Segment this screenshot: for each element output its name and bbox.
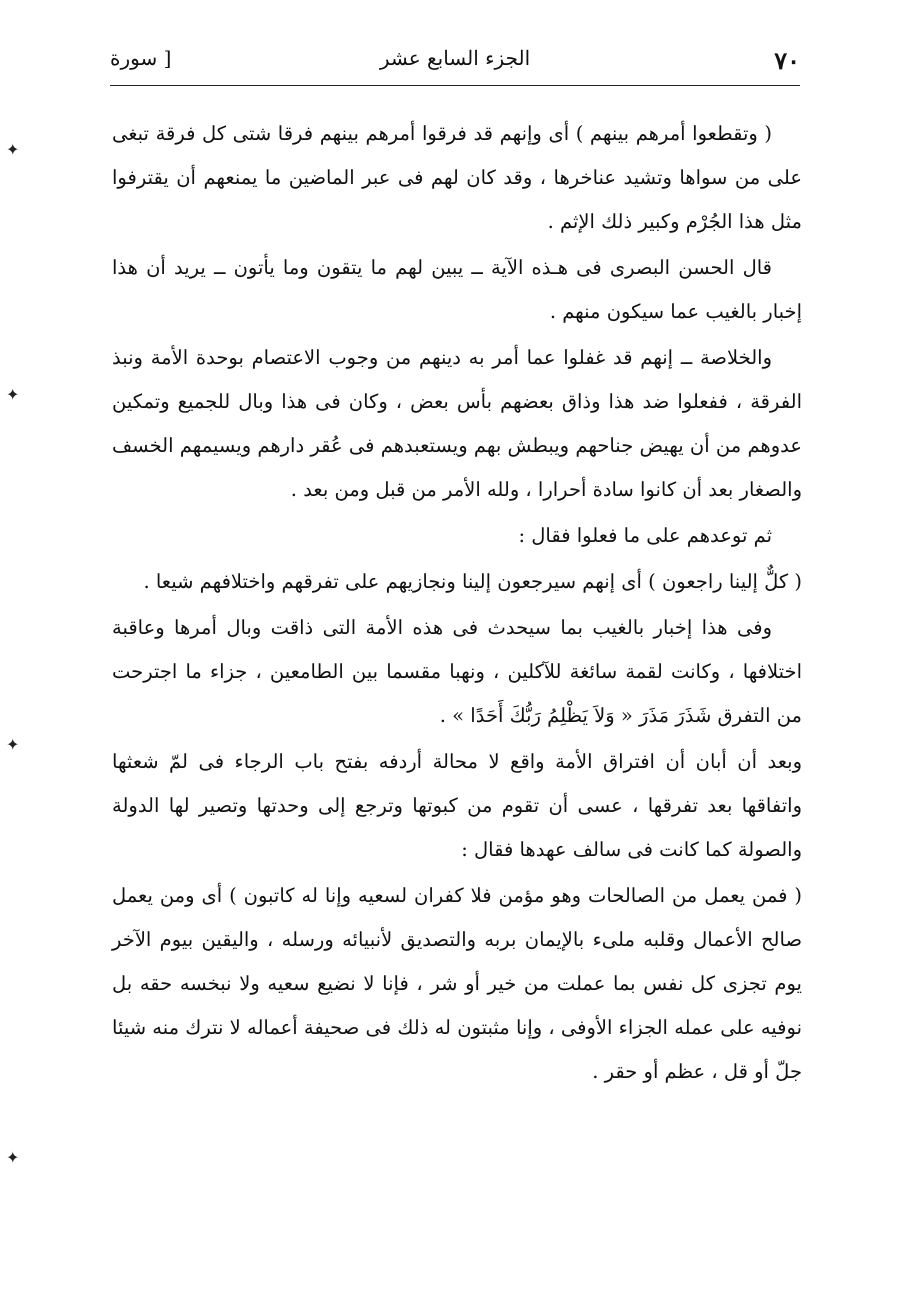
paragraph-hope: وبعد أن أبان أن افتراق الأمة واقع لا محالة أردفه بفتح باب الرجاء فى لمّ شعثها واتفاقها بعد تفرقها ، عسى أن تقوم من كبوتها وترجع إلى وحدتها وتصير لها الدولة والصولة كما كانت فى سالف عهدها فقال :	[112, 750, 802, 861]
margin-ornament: ✦	[6, 140, 20, 159]
surah-label: [ سورة	[110, 46, 172, 70]
paragraph-prophecy: وفى هذا إخبار بالغيب بما سيحدث فى هذه الأمة التى ذاقت وبال أمرها وعاقبة اختلافها ، وكانت لقمة سائغة للآكلين ، ونهبا مقسما بين الطامعين ، جزاء ما اجترحت من التفرق شَذَرَ مَذَرَ « وَلاَ يَظْلِمُ رَبُّكَ أَحَدًا » .	[112, 616, 802, 727]
running-title: الجزء السابع عشر	[379, 46, 531, 70]
paragraph-hasan-basri: قال الحسن البصرى فى هـذه الآية ــ يبين لهم ما يتقون وما يأتون ــ يريد أن هذا إخبار بالغيب عما سيكون منهم .	[112, 256, 802, 323]
margin-ornament: ✦	[6, 1148, 20, 1167]
body-text	[112, 112, 802, 1096]
paragraph-commentary-1: ( وتقطعوا أمرهم بينهم ) أى وإنهم قد فرقوا أمرهم بينهم فرقا شتى كل فرقة تبغى على من سواها وتشيد عناخرها ، وقد كان لهم فى عبر الماضين ما يمنعهم أن يقترفوا مثل هذا الجُرْم وكبير ذلك الإثم .	[112, 122, 802, 233]
paragraph-verse-return: ( كلٌّ إلينا راجعون ) أى إنهم سيرجعون إلينا ونجازيهم على تفرقهم واختلافهم شيعا .	[143, 570, 802, 593]
paragraph-verse-deeds: ( فمن يعمل من الصالحات وهو مؤمن فلا كفران لسعيه وإنا له كاتبون ) أى ومن يعمل صالح الأعمال وقلبه ملىء بالإيمان بربه والتصديق لأنبيائه ورسله ، واليقين بيوم الآخر يوم تجزى كل نفس بما عملت من خير أو شر ، فإنا لا نضيع سعيه ولا نبخسه حقه بل نوفيه على عمله الجزاء الأوفى ، وإنا مثبتون له ذلك فى صحيفة أعماله لا نترك منه شيئا جلّ أو قل ، عظم أو حقر .	[112, 884, 802, 1083]
margin-ornament: ✦	[6, 385, 20, 404]
margin-ornament: ✦	[6, 735, 20, 754]
page-number: ٧٠	[774, 46, 800, 75]
paragraph-transition: ثم توعدهم على ما فعلوا فقال :	[518, 524, 772, 547]
header-rule	[110, 85, 800, 86]
paragraph-summary: والخلاصة ــ إنهم قد غفلوا عما أمر به دينهم من وجوب الاعتصام بوحدة الأمة ونبذ الفرقة ، ففعلوا ضد هذا وذاق بعضهم بأس بعض ، وكان فى هذا وبال للجميع وتمكين عدوهم من أن يهيض جناحهم ويبطش بهم ويستعبدهم فى عُقر دارهم ويسيمهم الخسف والصغار بعد أن كانوا سادة أحرارا ، ولله الأمر من قبل ومن بعد .	[112, 346, 802, 501]
page-header	[110, 40, 800, 80]
